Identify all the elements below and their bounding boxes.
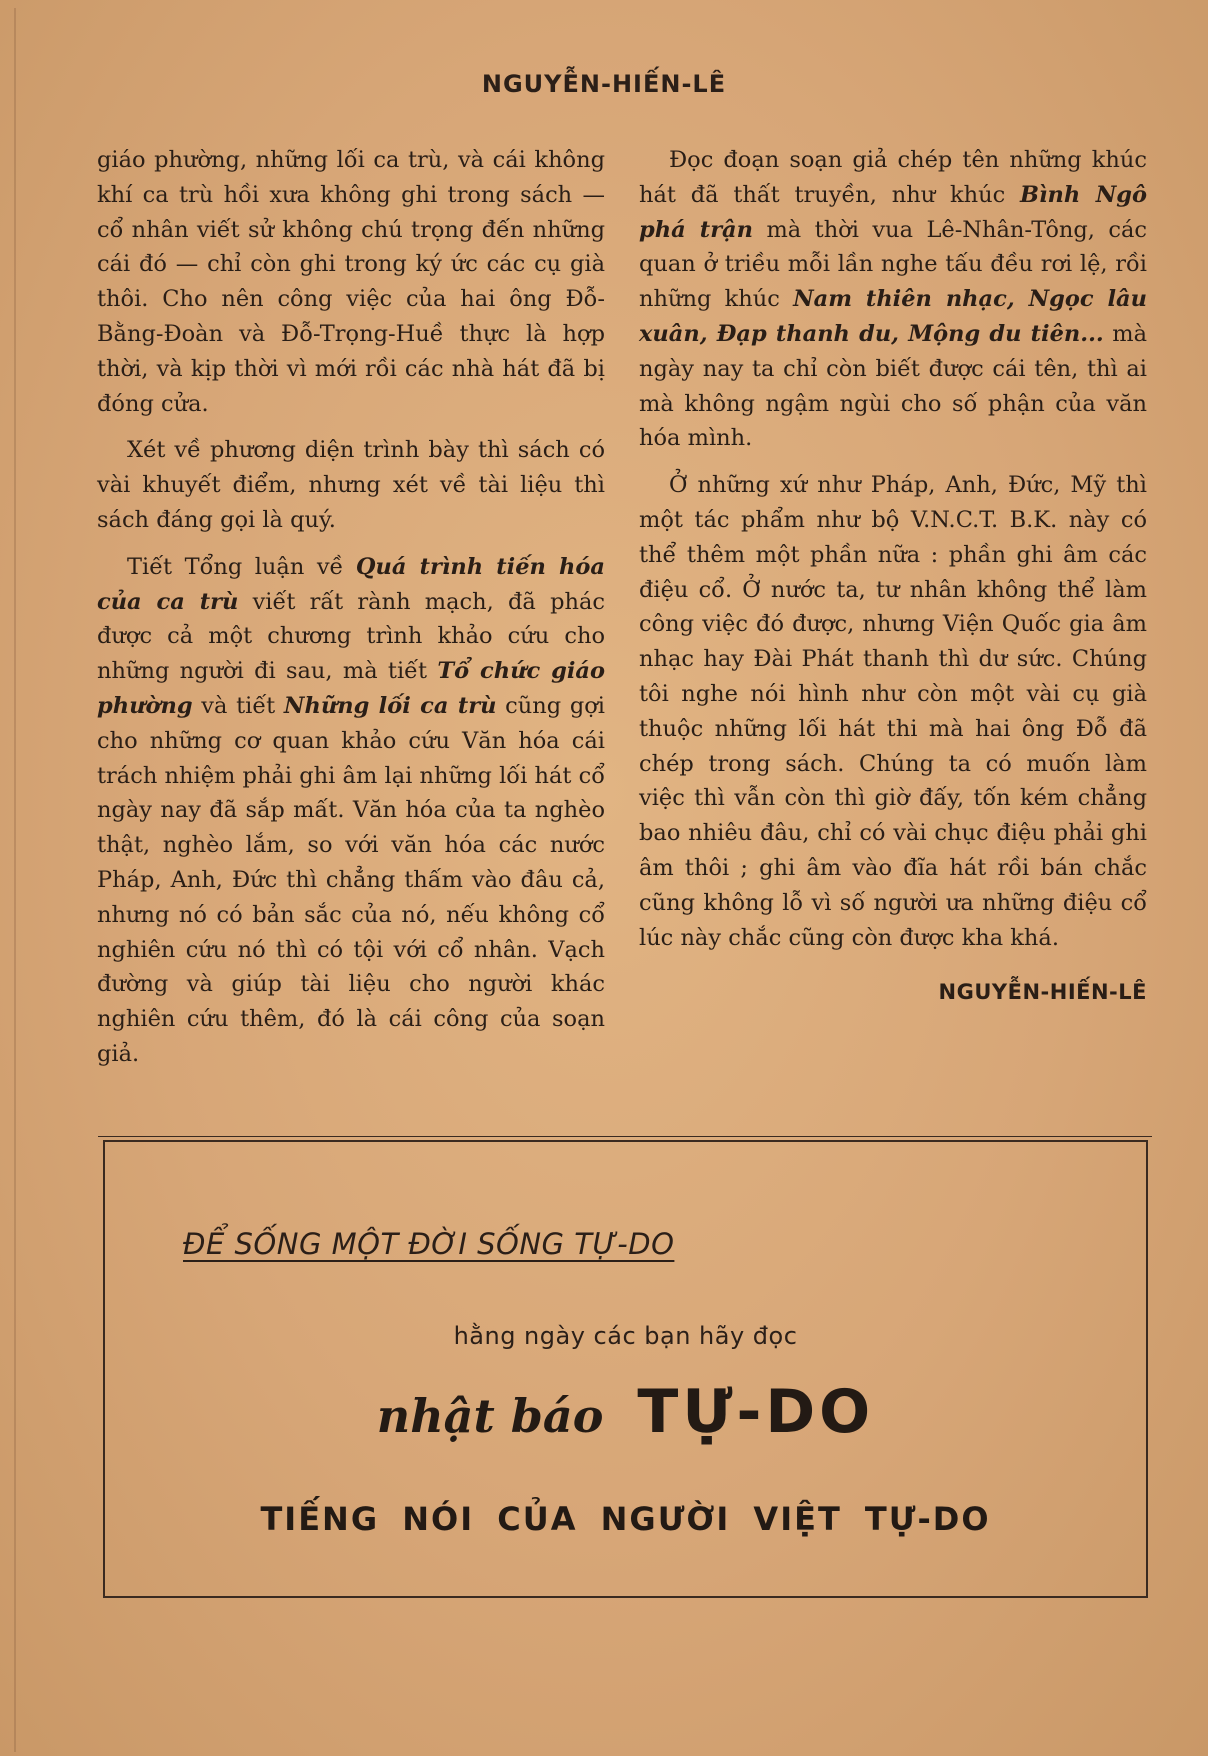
advertisement-subheading: hằng ngày các bạn hãy đọc: [453, 1322, 798, 1350]
advertisement-slogan: TIẾNG NÓI CỦA NGƯỜI VIỆT TỰ-DO: [260, 1500, 991, 1538]
left-column: [97, 143, 605, 1084]
right-p1-title-binh-ngo: Bình Ngô phá trận: [639, 181, 1147, 243]
left-paragraph-2: Xét về phương diện trình bày thì sách có vài khuyết điểm, nhưng xét về tài liệu thì sách đáng gọi là quý.: [97, 437, 605, 533]
right-p1-text-c: mà ngày nay ta chỉ còn biết được cái tên, thì ai mà không ngậm ngùi cho số phận của văn hóa mình.: [639, 320, 1148, 452]
left-paragraph-3: [97, 550, 605, 1072]
advertisement-box: [103, 1140, 1148, 1598]
right-paragraph-1: [639, 143, 1147, 456]
advertisement-title-name: TỰ-DO: [637, 1377, 875, 1447]
left-paragraph-1: giáo phường, những lối ca trù, và cái không khí ca trù hồi xưa không ghi trong sách — cổ nhân viết sử không chú trọng đến những cái đó — chỉ còn ghi trong ký ức các cụ già thôi. Cho nên công việc của hai ông Đỗ-Bằng-Đoàn và Đỗ-Trọng-Huề thực là hợp thời, và kịp thời vì mới rồi các nhà hát đã bị đóng cửa.: [97, 147, 605, 417]
advertisement-top-rule: [98, 1136, 1152, 1137]
left-p3-text-b: viết rất rành mạch, đã phác được cả một chương trình khảo cứu cho những người đi sau, mà tiết: [97, 588, 605, 685]
author-signature: NGUYỄN-HIẾN-LÊ: [938, 980, 1147, 1005]
left-p3-title-nhung-loi: Những lối ca trù: [283, 692, 497, 719]
left-p3-title-qua-trinh: Quá trình tiến hóa của ca trù: [97, 553, 606, 615]
right-column: [639, 143, 1147, 1010]
right-paragraph-2: Ở những xứ như Pháp, Anh, Đức, Mỹ thì một tác phẩm như bộ V.N.C.T. B.K. này có thể thêm một phần nữa : phần ghi âm các điệu cổ. Ở nước ta, tư nhân không thể làm công việc đó được, nhưng Viện Quốc gia âm nhạc hay Đài Phát thanh thì dư sức. Chúng tôi nghe nói hình như còn một vài cụ già thuộc những lối hát thi mà hai ông Đỗ đã chép trong sách. Chúng ta có muốn làm việc thì vẫn còn thì giờ đấy, tốn kém chẳng bao nhiêu đâu, chỉ có vài chục điệu phải ghi âm thôi ; ghi âm vào đĩa hát rồi bán chắc cũng không lỗ vì số người ưa những điệu cổ lúc này chắc cũng còn được kha khá.: [639, 472, 1147, 951]
right-p1-text-b: mà thời vua Lê-Nhân-Tông, các quan ở triều mỗi lần nghe tấu đều rơi lệ, rồi những khúc: [639, 216, 1147, 313]
right-p1-text-a: Đọc đoạn soạn giả chép tên những khúc hát đã thất truyền, như khúc: [639, 147, 1147, 208]
running-head-author: NGUYỄN-HIẾN-LÊ: [481, 70, 727, 98]
advertisement-newspaper-title: [105, 1377, 1146, 1447]
left-p3-text-c: và tiết: [192, 692, 284, 719]
left-p3-title-to-chuc: Tổ chức giáo phường: [97, 658, 606, 719]
left-p3-text-d: cũng gợi cho những cơ quan khảo cứu Văn hóa cái trách nhiệm phải ghi âm lại những lối hát cổ ngày nay đã sắp mất. Văn hóa của ta nghèo thật, nghèo lắm, so với văn hóa các nước Pháp, Anh, Đức thì chẳng thấm vào đâu cả, nhưng nó có bản sắc của nó, nếu không cổ nghiên cứu nó thì có tội với cổ nhân. Vạch đường và giúp tài liệu cho người khác nghiên cứu thêm, đó là cái công của soạn giả.: [97, 692, 605, 1067]
advertisement-title-script: nhật báo: [376, 1389, 604, 1443]
advertisement-heading: ĐỂ SỐNG MỘT ĐỜI SỐNG TỰ-DO: [183, 1227, 675, 1261]
right-p1-song-titles: Nam thiên nhạc, Ngọc lâu xuân, Đạp thanh du, Mộng du tiên...: [639, 286, 1147, 347]
left-p3-text-a: Tiết Tổng luận về: [127, 553, 356, 580]
